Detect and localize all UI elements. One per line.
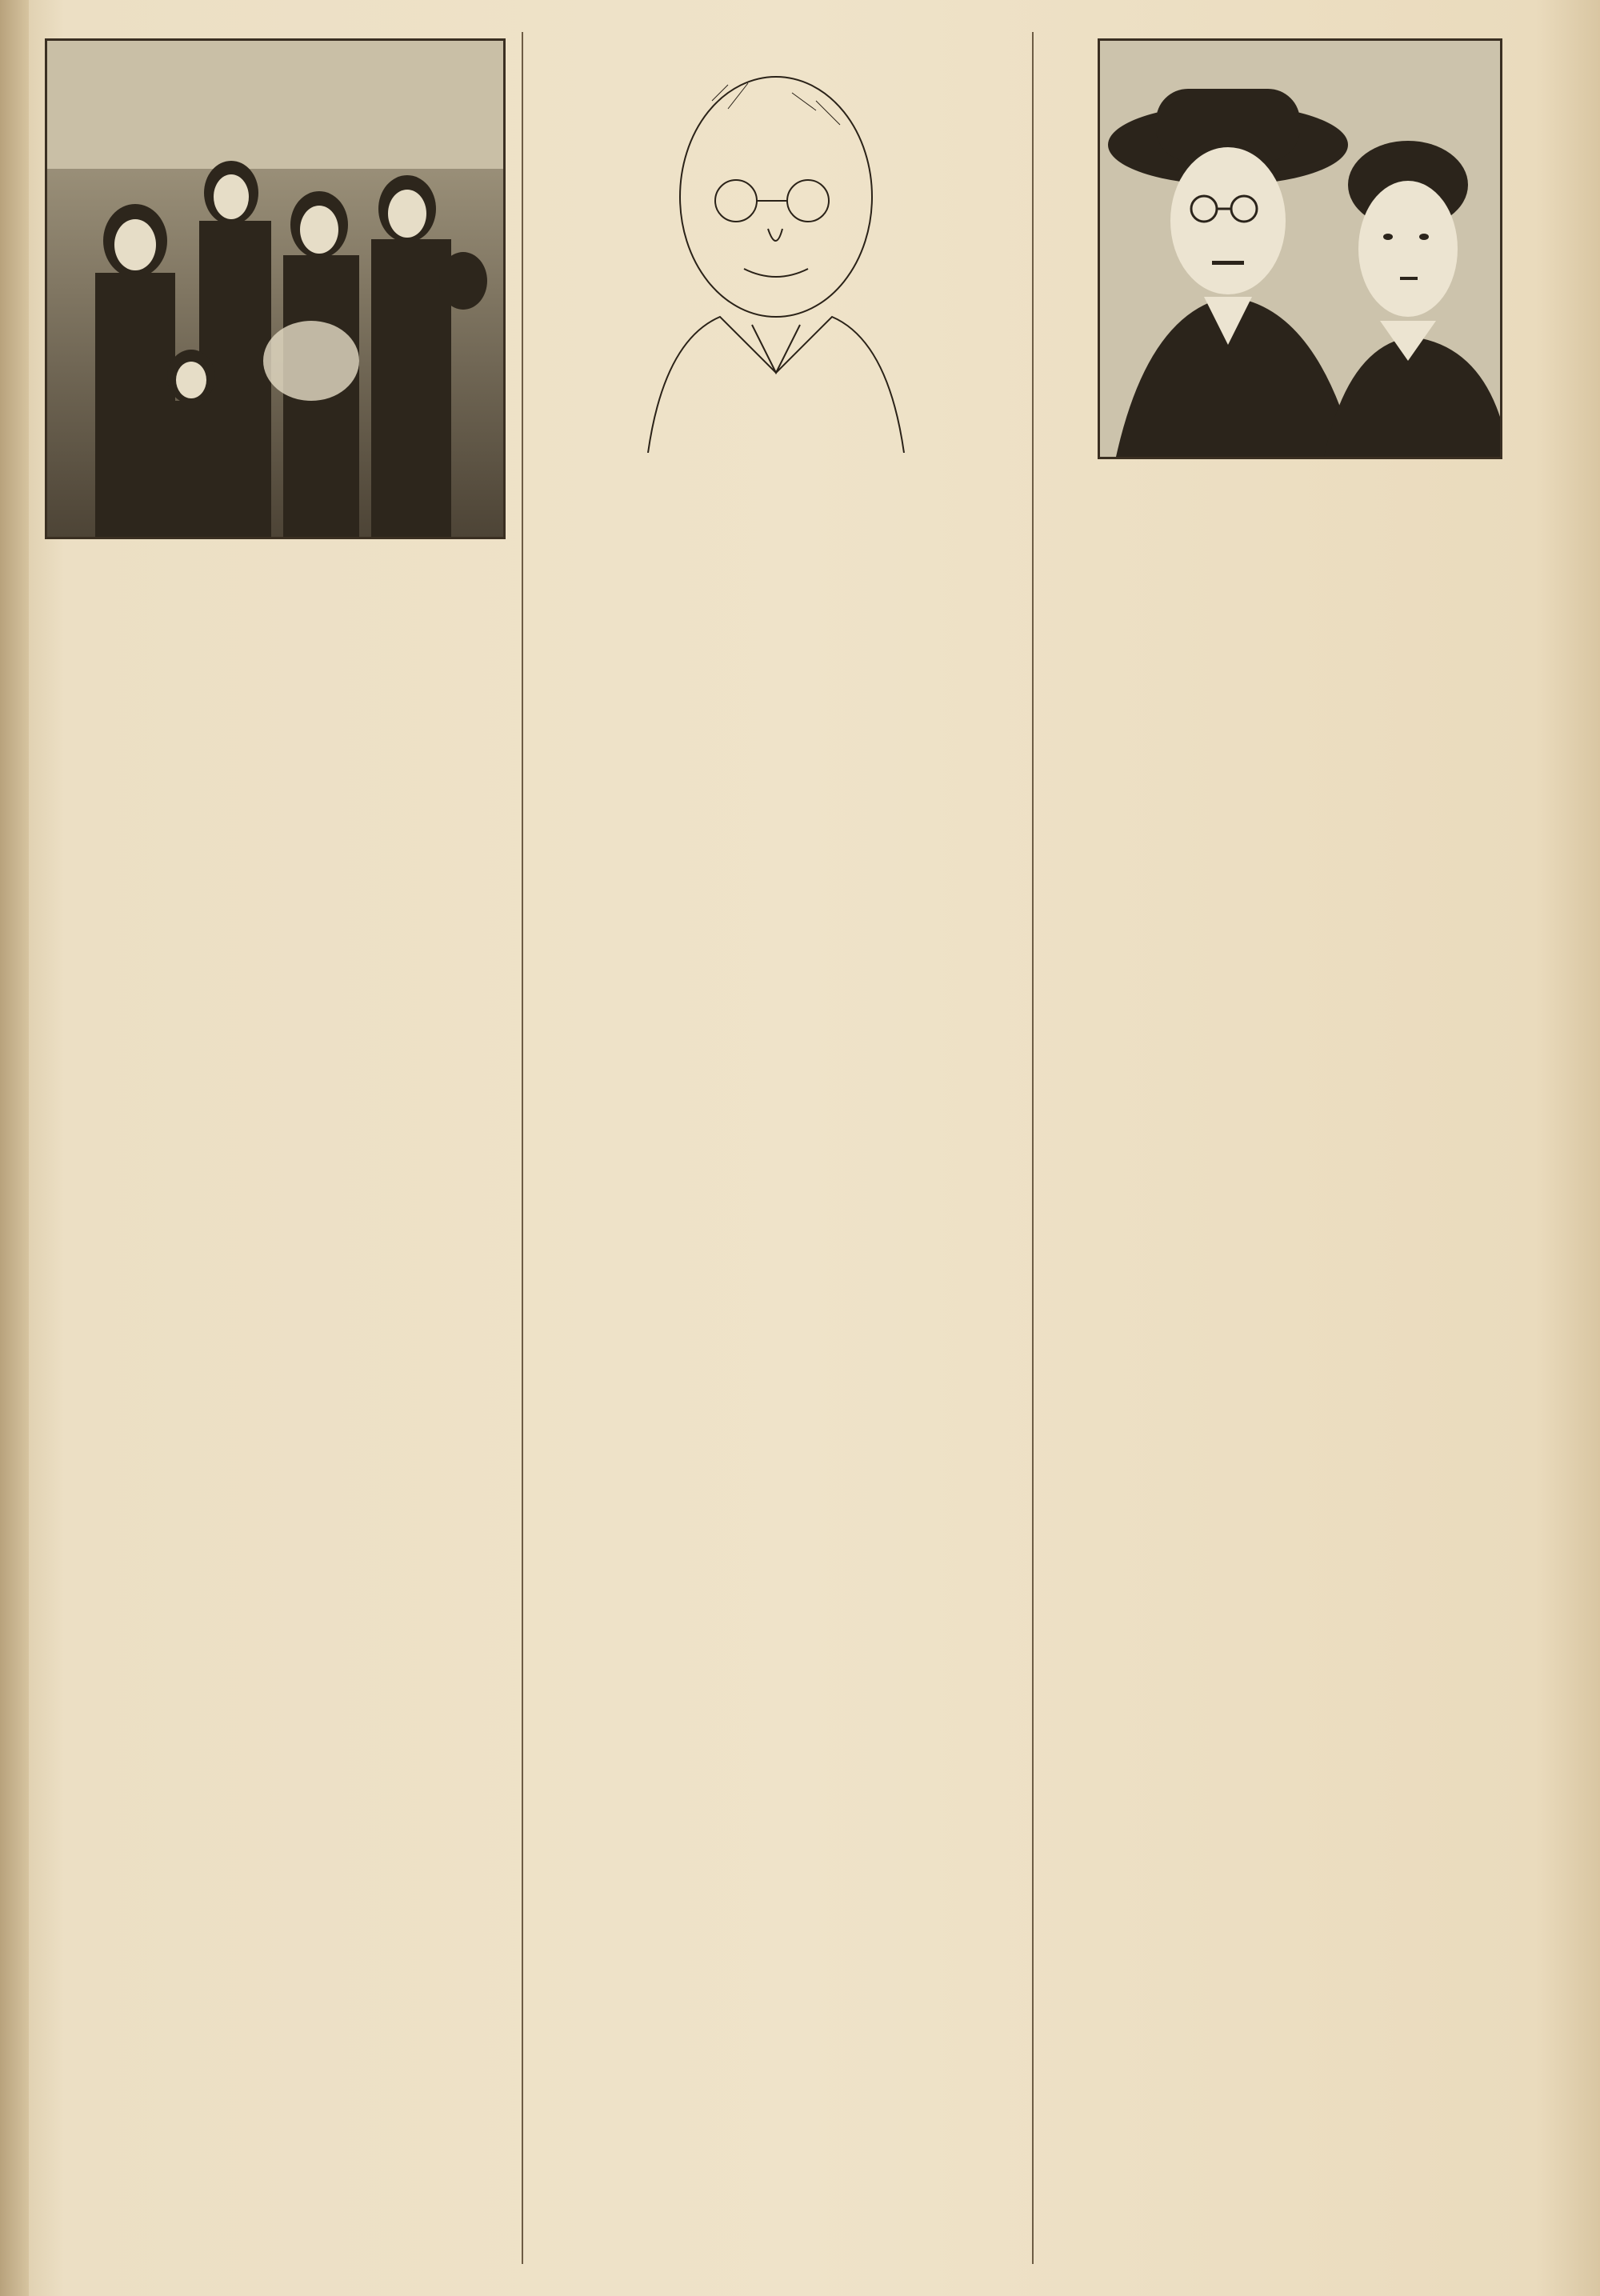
photo-ozeanflug	[45, 38, 506, 539]
photo-calmette-image	[1100, 41, 1500, 457]
column-left	[30, 32, 520, 2272]
column-rule	[1032, 32, 1034, 2264]
photo-caption-ozeanflug	[30, 544, 520, 560]
column-right	[1040, 32, 1560, 2272]
photo-ozeanflug-image	[47, 41, 503, 537]
column-middle	[528, 32, 1027, 2272]
portrait-drawing	[528, 37, 1024, 453]
photo-calmette	[1098, 38, 1502, 459]
adjacent-page-edge	[0, 0, 29, 2296]
column-rule	[522, 32, 523, 2264]
portrait-krumbhaar	[528, 37, 1027, 453]
photo-caption-calmette	[1040, 464, 1560, 480]
